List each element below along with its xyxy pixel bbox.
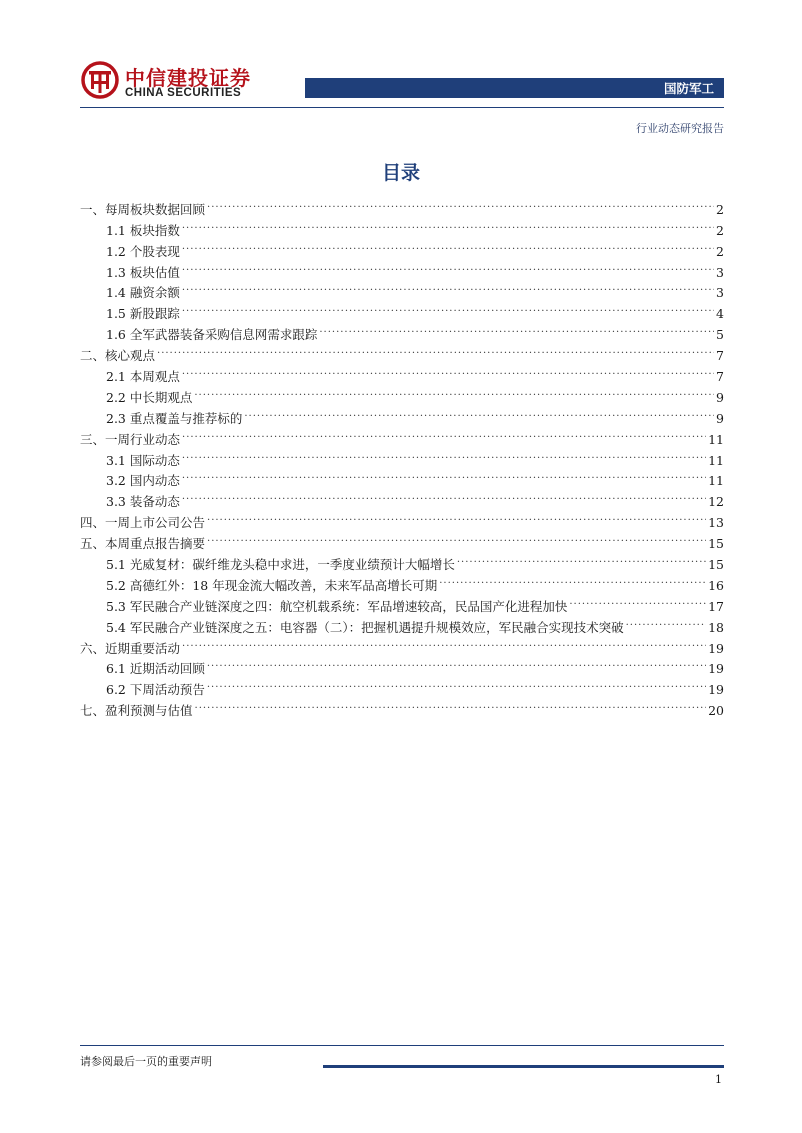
- toc-entry-page: 2: [716, 222, 724, 238]
- toc-leader-dots: [319, 318, 714, 339]
- toc-entry-title: 一、每周板块数据回顾: [80, 201, 206, 217]
- toc-leader-dots: [182, 235, 714, 256]
- toc-leader-dots: [626, 611, 706, 632]
- toc-leader-dots: [182, 423, 706, 444]
- toc-entry-title: 5.4 军民融合产业链深度之五：电容器（二）：把握机遇提升规模效应，军民融合实现技术突破: [106, 619, 624, 635]
- toc-leader-dots: [182, 485, 706, 506]
- sector-label: 国防军工: [663, 81, 714, 96]
- toc-entry-title: 五、本周重点报告摘要: [80, 536, 206, 552]
- toc-leader-dots: [182, 256, 714, 277]
- toc-entry-title: 1.5 新股跟踪: [106, 306, 180, 322]
- company-logo: [80, 60, 255, 106]
- toc-leader-dots: [194, 381, 714, 402]
- toc-leader-dots: [157, 339, 714, 360]
- toc-entry-page: 15: [708, 536, 724, 552]
- toc-entry-page: 11: [708, 452, 724, 468]
- toc-leader-dots: [207, 506, 706, 527]
- toc-entry-title: 6.1 近期活动回顾: [106, 661, 205, 677]
- toc-entry-title: 2.3 重点覆盖与推荐标的: [106, 410, 243, 426]
- toc-entry-page: 9: [716, 410, 724, 426]
- toc-entry-page: 2: [716, 243, 724, 259]
- citic-logo-icon: [80, 60, 120, 100]
- toc-entry-page: 20: [708, 703, 724, 719]
- toc-leader-dots: [207, 653, 706, 674]
- toc-title: 目录: [381, 162, 420, 184]
- toc-entry-title: 5.3 军民融合产业链深度之四：航空机载系统：军品增速较高，民品国产化进程加快: [106, 598, 568, 614]
- toc-entry-title: 3.1 国际动态: [106, 452, 180, 468]
- toc-entry-page: 19: [708, 640, 724, 656]
- toc-leader-dots: [182, 214, 714, 235]
- toc-entry-title: 1.3 板块估值: [106, 264, 180, 280]
- toc-leader-dots: [439, 569, 706, 590]
- toc-entry-title: 七、盈利预测与估值: [80, 703, 193, 719]
- toc-leader-dots: [182, 277, 714, 298]
- logo-english-name: CHINA SECURITIES: [125, 87, 242, 99]
- footer-divider: [80, 1045, 724, 1046]
- toc-entry-page: 17: [708, 598, 724, 614]
- toc-entry-title: 5.1 光威复材：碳纤维龙头稳中求进，一季度业绩预计大幅增长: [106, 557, 455, 573]
- toc-entry-page: 3: [716, 285, 724, 301]
- disclaimer-note: 请参阅最后一页的重要声明: [80, 1055, 212, 1068]
- toc-leader-dots: [207, 193, 714, 214]
- toc-entry-title: 3.2 国内动态: [106, 473, 180, 489]
- toc-entry-title: 1.2 个股表现: [106, 243, 180, 259]
- toc-entry-title: 1.6 全军武器装备采购信息网需求跟踪: [106, 327, 318, 343]
- toc-leader-dots: [182, 297, 714, 318]
- toc-entry-page: 12: [708, 494, 724, 510]
- toc-entry-page: 7: [716, 348, 724, 364]
- table-of-contents: [80, 193, 724, 719]
- toc-entry-page: 9: [716, 389, 724, 405]
- page-number: 1: [715, 1073, 722, 1086]
- report-type: 行业动态研究报告: [636, 122, 724, 135]
- toc-entry-title: 3.3 装备动态: [106, 494, 180, 510]
- toc-entry[interactable]: [80, 193, 724, 217]
- toc-entry-title: 三、一周行业动态: [80, 431, 181, 447]
- toc-leader-dots: [457, 548, 706, 569]
- toc-entry-page: 16: [708, 577, 724, 593]
- toc-entry-page: 5: [716, 327, 724, 343]
- toc-leader-dots: [569, 590, 706, 611]
- toc-entry-title: 四、一周上市公司公告: [80, 515, 206, 531]
- toc-entry-title: 1.1 板块指数: [106, 222, 180, 238]
- toc-leader-dots: [207, 527, 706, 548]
- logo-chinese-name: 中信建投证券: [125, 66, 251, 90]
- toc-entry-title: 1.4 融资余额: [106, 285, 180, 301]
- toc-entry-title: 六、近期重要活动: [80, 640, 181, 656]
- toc-entry-page: 7: [716, 369, 724, 385]
- toc-entry-page: 18: [708, 619, 724, 635]
- toc-entry-title: 二、核心观点: [80, 348, 156, 364]
- toc-entry-title: 2.1 本周观点: [106, 369, 180, 385]
- toc-entry-title: 5.2 高德红外：18 年现金流大幅改善，未来军品高增长可期: [106, 577, 438, 593]
- toc-entry-page: 15: [708, 557, 724, 573]
- toc-leader-dots: [182, 465, 706, 486]
- toc-leader-dots: [195, 694, 707, 715]
- toc-entry-page: 11: [708, 431, 724, 447]
- toc-leader-dots: [244, 402, 714, 423]
- toc-entry-title: 6.2 下周活动预告: [106, 682, 205, 698]
- sector-banner: [305, 78, 724, 98]
- toc-entry-page: 4: [716, 306, 724, 322]
- toc-entry-page: 2: [716, 201, 724, 217]
- toc-entry-title: 2.2 中长期观点: [106, 389, 193, 405]
- toc-leader-dots: [182, 632, 706, 653]
- header-divider: [80, 107, 724, 108]
- toc-entry[interactable]: [80, 339, 724, 364]
- footer-accent-bar: [323, 1065, 724, 1068]
- toc-leader-dots: [207, 673, 706, 694]
- toc-entry-page: 3: [716, 264, 724, 280]
- toc-leader-dots: [182, 444, 706, 465]
- toc-leader-dots: [182, 360, 714, 381]
- toc-entry-page: 19: [708, 661, 724, 677]
- toc-entry-page: 19: [708, 682, 724, 698]
- toc-entry-page: 11: [708, 473, 724, 489]
- toc-entry-page: 13: [708, 515, 724, 531]
- toc-entry[interactable]: [80, 360, 724, 385]
